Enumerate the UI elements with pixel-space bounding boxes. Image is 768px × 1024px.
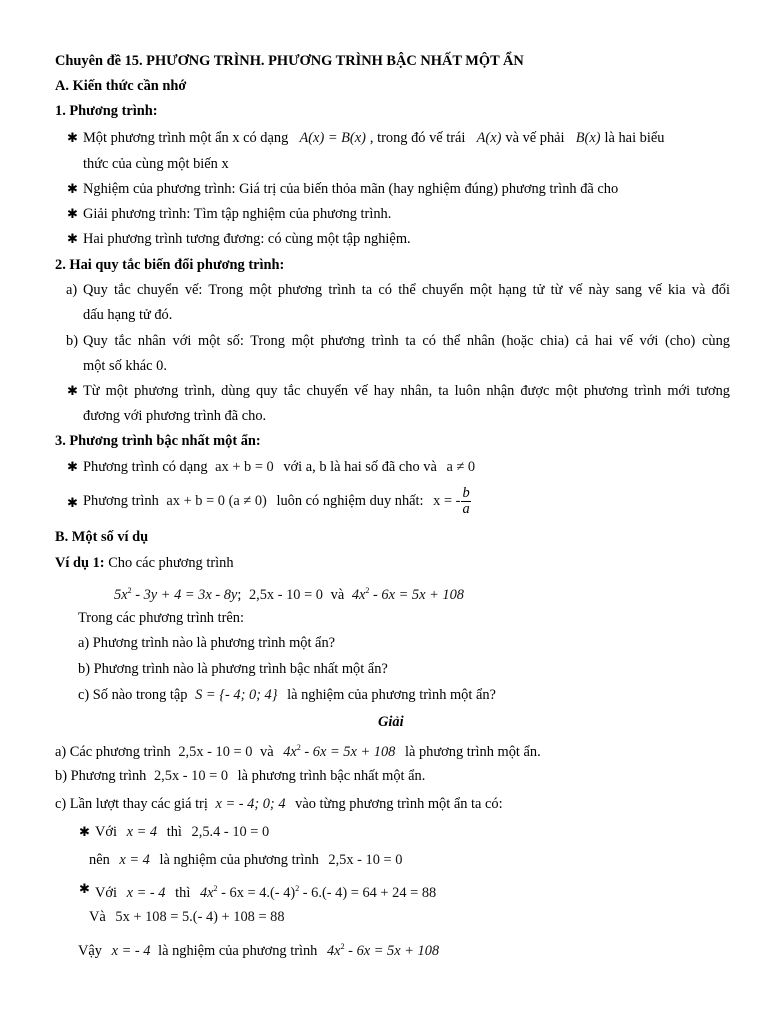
subsection-3-heading: 3. Phương trình bậc nhất một ẩn: (55, 433, 261, 449)
bullet-star-icon: ✱ (79, 881, 90, 896)
s3-bullet-2: Phương trình ax + b = 0 (a ≠ 0) luôn có nghiệm duy nhất: x = - $\frac{b}{a}$ (83, 485, 470, 518)
fraction-b-over-a: $\frac{b}{a}$ (462, 485, 470, 518)
answer-a: a) Các phương trình 2,5x - 10 = 0 và $4x^2 - 6x = 5x + 108$ là phương trình một ẩn. (55, 743, 541, 760)
s1-bullet-1: Một phương trình một ẩn x có dạng A(x) = B(x) , trong đó vế trái A(x) và vế phải B(x) là hai biểu (83, 130, 665, 146)
subsection-2-heading: 2. Hai quy tắc biến đổi phương trình: (55, 257, 285, 273)
final-conclusion: Vậy x = - 4 là nghiệm của phương trình $4x^2 - 6x = 5x + 108$ (78, 942, 440, 959)
check-x-4: Với x = 4 thì 2,5.4 - 10 = 0 (95, 824, 270, 840)
question-intro: Trong các phương trình trên: (78, 610, 244, 626)
question-a: a) Phương trình nào là phương trình một ẩn? (78, 635, 336, 651)
rule-note-line-2: đương với phương trình đã cho. (83, 408, 267, 424)
rule-b-label: b) (66, 333, 78, 349)
bullet-star-icon: ✱ (67, 130, 78, 145)
rule-a-label: a) (66, 282, 78, 298)
subsection-1-heading: 1. Phương trình: (55, 103, 158, 119)
example-1-equations: $5x^2 - 3y + 4 = 3x - 8y$; 2,5x - 10 = 0 và $4x^2 - 6x = 5x + 108$ (114, 586, 464, 603)
bullet-star-icon: ✱ (67, 181, 78, 196)
rule-b-line-2: một số khác 0. (83, 358, 167, 374)
rule-b-line-1: Quy tắc nhân với một số: Trong một phương trình ta có thể nhân (hoặc chia) cả hai vế với (cho) cùng (83, 333, 730, 349)
bullet-star-icon: ✱ (67, 459, 78, 474)
s1-bullet-1-cont: thức của cùng một biến x (83, 156, 229, 172)
bullet-star-icon: ✱ (67, 495, 78, 510)
check-x-minus-4: Với x = - 4 thì $4x^2 - 6x = 4.(-$ 4)$^2$ - 6.(- 4) = 64 + 24 = 88 (95, 884, 437, 901)
s1-bullet-4: Hai phương trình tương đương: có cùng một tập nghiệm. (83, 231, 411, 247)
answer-c: c) Lần lượt thay các giá trị x = - 4; 0; 4 vào từng phương trình một ẩn ta có: (55, 796, 503, 812)
check-right-side: Và 5x + 108 = 5.(- 4) + 108 = 88 (89, 909, 285, 925)
section-b-heading: B. Một số ví dụ (55, 529, 149, 545)
conclusion-x-4: nên x = 4 là nghiệm của phương trình 2,5x - 10 = 0 (89, 852, 403, 868)
s1-bullet-3: Giải phương trình: Tìm tập nghiệm của phương trình. (83, 206, 392, 222)
section-a-heading: A. Kiến thức cần nhớ (55, 78, 187, 94)
bullet-star-icon: ✱ (67, 383, 78, 398)
document-title: Chuyên đề 15. PHƯƠNG TRÌNH. PHƯƠNG TRÌNH BẬC NHẤT MỘT ẨN (55, 53, 524, 69)
rule-a-line-2: dấu hạng tử đó. (83, 307, 173, 323)
example-1-intro: Ví dụ 1: Cho các phương trình (55, 555, 234, 571)
bullet-star-icon: ✱ (67, 231, 78, 246)
rule-note-line-1: Từ một phương trình, dùng quy tắc chuyển vế hay nhân, ta luôn nhận được một phương trình mới tương (83, 383, 730, 399)
bullet-star-icon: ✱ (67, 206, 78, 221)
solution-heading: Giải (378, 714, 404, 730)
question-c: c) Số nào trong tập S = {- 4; 0; 4} là nghiệm của phương trình một ẩn? (78, 687, 496, 703)
bullet-star-icon: ✱ (79, 824, 90, 839)
answer-b: b) Phương trình 2,5x - 10 = 0 là phương trình bậc nhất một ẩn. (55, 768, 426, 784)
rule-a-line-1: Quy tắc chuyển vế: Trong một phương trình ta có thể chuyển một hạng tử từ vế này sang vế kia và đổi (83, 282, 730, 298)
question-b: b) Phương trình nào là phương trình bậc nhất một ẩn? (78, 661, 388, 677)
s1-bullet-2: Nghiệm của phương trình: Giá trị của biến thỏa mãn (hay nghiệm đúng) phương trình đã cho (83, 181, 619, 197)
s3-bullet-1: Phương trình có dạng ax + b = 0 với a, b là hai số đã cho và a ≠ 0 (83, 459, 476, 475)
